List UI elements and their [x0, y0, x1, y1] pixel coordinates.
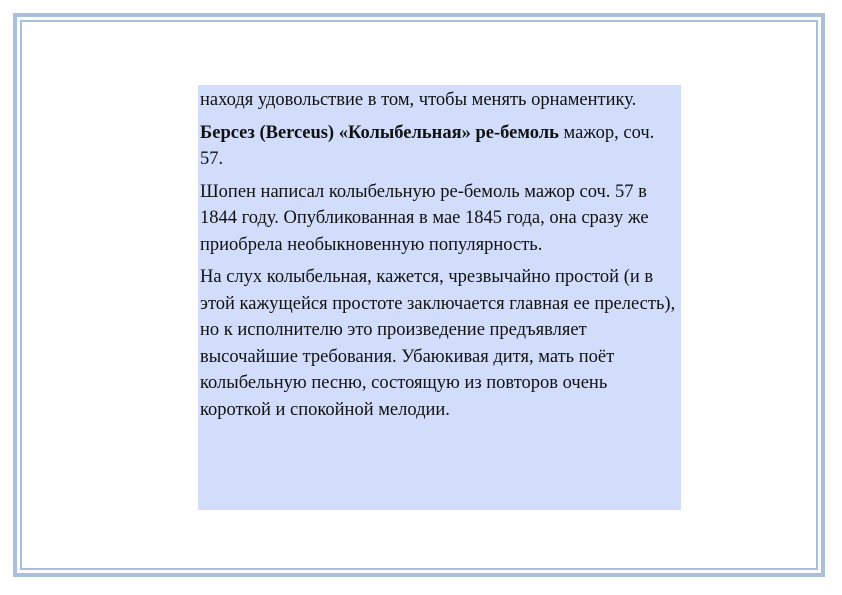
- berceuse-title: Берсез (Berceus) «Колыбельная» ре-бемоль: [200, 122, 559, 143]
- berceuse-key-opus: мажор, соч. 57.: [200, 122, 655, 169]
- paragraph-berceuse-heading: [200, 120, 679, 173]
- paragraph-description: На слух колыбельная, кажется, чрезвычайно простой (и в этой кажущейся простоте заключается главная ее прелесть), но к исполнителю это произведение предъявляет высочайшие требования. Убаюкивая дитя, мать поёт колыбельную песню, состоящую из повторов очень короткой и спокойной мелодии.: [200, 267, 676, 420]
- paragraph-composition-history: Шопен написал колыбельную ре-бемоль мажор соч. 57 в 1844 году. Опубликованная в мае 1845 года, она сразу же приобрела необыкновенную популярность.: [200, 181, 649, 255]
- text-box: [198, 85, 681, 510]
- paragraph-ornamentation: находя удовольствие в том, чтобы менять орнаментику.: [200, 90, 637, 110]
